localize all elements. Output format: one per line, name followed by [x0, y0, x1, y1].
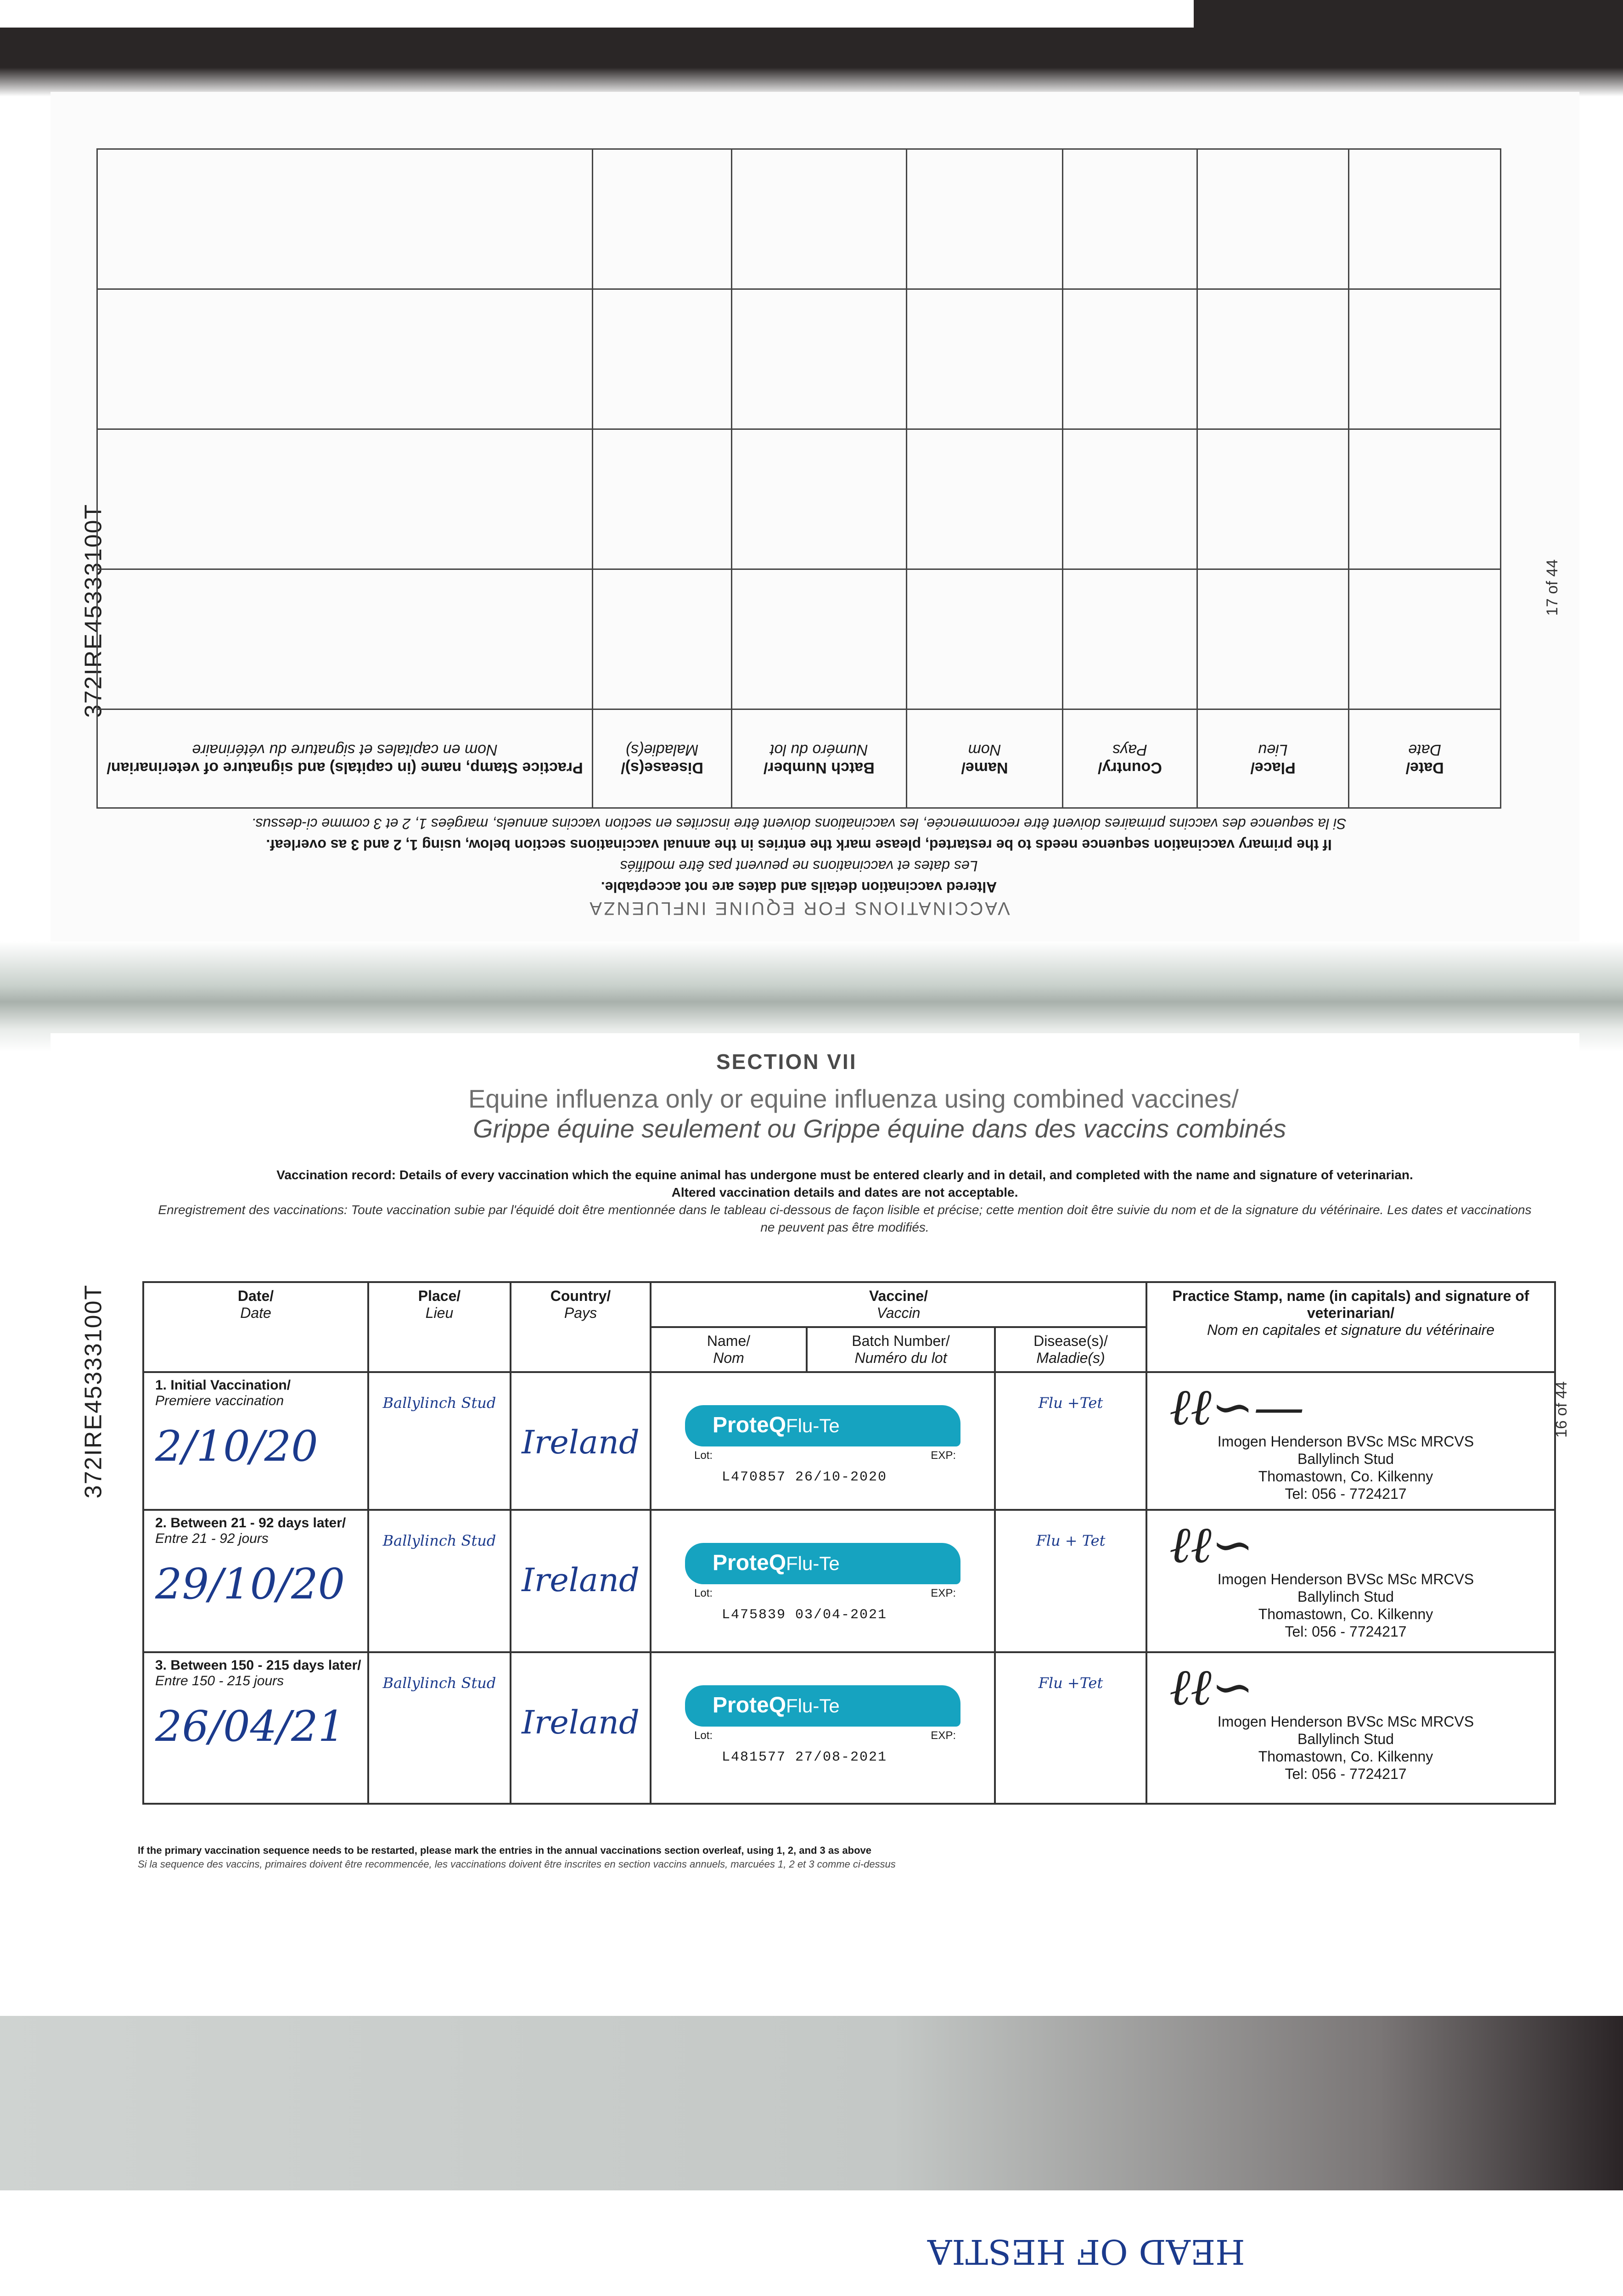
sticker-exp-label: EXP:: [931, 1449, 956, 1462]
sticker-exp-label: EXP:: [931, 1729, 956, 1742]
row-1-vet-stamp: [1146, 1372, 1555, 1510]
row-1-country-cell: [511, 1372, 651, 1510]
row-3-batch: L481577 27/08-2021: [722, 1750, 887, 1765]
vet-practice: Ballylinch Stud: [1297, 1588, 1394, 1605]
sticker-lot-label: Lot:: [694, 1587, 713, 1599]
upper-notes: [96, 813, 1501, 898]
row-1-batch: L470857 26/10-2020: [722, 1469, 887, 1485]
row-2-vaccine-sticker-cell: [651, 1510, 995, 1652]
row-2-date-cell: 2. Between 21 - 92 days later/ Entre 21 - 92 jours 29/10/20: [143, 1510, 368, 1652]
upper-empty-row: [97, 569, 1501, 709]
upper-empty-row: [97, 289, 1501, 429]
scan-edge-top: [0, 0, 1623, 96]
upper-page-content-rotated: [96, 92, 1501, 918]
vet-name: Imogen Henderson BVSc MSc MRCVS: [1217, 1571, 1474, 1587]
upper-note-1: Altered vaccination details and dates are not acceptable.: [601, 879, 997, 895]
vaccine-sticker: [685, 1405, 960, 1497]
upper-empty-vaccination-table: [96, 148, 1501, 809]
section-heading-en: Equine influenza only or equine influenza using combined vaccines/: [468, 1084, 1239, 1113]
header-place: Place/ Lieu: [368, 1282, 511, 1372]
vet-tel: Tel: 056 - 7724217: [1285, 1486, 1407, 1502]
upper-empty-row: [97, 429, 1501, 569]
vet-address: Thomastown, Co. Kilkenny: [1258, 1606, 1433, 1622]
row-3-place: Ballylinch Stud: [368, 1652, 511, 1804]
row-2-disease: Flu + Tet: [995, 1510, 1146, 1652]
row-3-vaccine-sticker-cell: [651, 1652, 995, 1804]
sticker-lot-label: Lot:: [694, 1729, 713, 1742]
row-2-place: Ballylinch Stud: [368, 1510, 511, 1652]
vet-tel: Tel: 056 - 7724217: [1285, 1766, 1407, 1782]
sticker-brand: ProteQ: [713, 1413, 786, 1437]
row-2-batch: L475839 03/04-2021: [722, 1607, 887, 1623]
vet-address: Thomastown, Co. Kilkenny: [1258, 1748, 1433, 1765]
vaccination-record-table: [142, 1281, 1556, 1805]
upper-header-disease: Disease(s)/ Maladie(s): [593, 709, 732, 808]
vet-practice: Ballylinch Stud: [1297, 1451, 1394, 1467]
header-disease: Disease(s)/ Maladie(s): [995, 1327, 1146, 1372]
serial-upper: 372IRE45333100T: [80, 503, 107, 718]
upper-header-place: Place/ Lieu: [1197, 709, 1349, 808]
scan-bottom-margin: [0, 2190, 1623, 2296]
intro-text: [152, 1166, 1538, 1236]
page-number-upper: 17 of 44: [1543, 559, 1561, 616]
sticker-product: Flu-Te: [786, 1415, 840, 1436]
row-1-disease: Flu +Tet: [995, 1372, 1146, 1510]
vet-signature: ℓℓ∽: [1169, 1658, 1254, 1716]
footnote-en: If the primary vaccination sequence needs to be restarted, please mark the entries in the annual vaccinations section overleaf, using 1, 2, and 3 as above: [138, 1845, 872, 1856]
row-2-country-cell: [511, 1510, 651, 1652]
upper-header-country: Country/ Pays: [1063, 709, 1197, 808]
vet-tel: Tel: 056 - 7724217: [1285, 1623, 1407, 1640]
vaccination-row-1: [143, 1372, 1555, 1510]
row-1-date: 2/10/20: [155, 1422, 318, 1471]
row-1-place: Ballylinch Stud: [368, 1372, 511, 1510]
upper-header-stamp: Practice Stamp, name (in capitals) and signature of veterinarian/ Nom en capitales et signature du vétérinaire: [97, 709, 593, 808]
page-number-lower: 16 of 44: [1552, 1381, 1570, 1438]
sticker-brand: ProteQ: [713, 1693, 786, 1717]
vet-address: Thomastown, Co. Kilkenny: [1258, 1468, 1433, 1485]
row-3-disease: Flu +Tet: [995, 1652, 1146, 1804]
header-country: Country/ Pays: [511, 1282, 651, 1372]
vaccine-sticker: [685, 1685, 960, 1777]
upper-header-batch: Batch Number/ Numéro du lot: [731, 709, 906, 808]
row-1-vaccine-sticker-cell: [651, 1372, 995, 1510]
vaccine-sticker: [685, 1543, 960, 1635]
upper-section-banner: VACCINATIONS FOR EQUINE INFLUENZA: [588, 898, 1010, 918]
row-2-country: Ireland: [522, 1561, 640, 1599]
sticker-lot-label: Lot:: [694, 1449, 713, 1462]
upper-note-4: Si la sequence des vaccins primaires doivent être recommencée, les vaccinations doivent être inscrites en section vaccins annuels, margées 1, 2 et 3 comme ci-dessus.: [251, 816, 1347, 832]
scan-bottom-shadow: [0, 2016, 1623, 2190]
header-stamp: Practice Stamp, name (in capitals) and signature of veterinarian/ Nom en capitales et signature du vétérinaire: [1146, 1282, 1555, 1372]
row-2-date: 29/10/20: [155, 1559, 345, 1609]
row-2-vet-stamp: [1146, 1510, 1555, 1652]
header-batch: Batch Number/ Numéro du lot: [807, 1327, 995, 1372]
bottom-handwriting: HEAD OF HESTIA: [927, 2232, 1245, 2271]
intro-en: Vaccination record: Details of every vaccination which the equine animal has undergone must be entered clearly and in detail, and completed with the name and signature of veterinarian.: [276, 1168, 1413, 1182]
upper-header-vaccine-name: Name/ Nom: [906, 709, 1063, 808]
row-1-date-cell: 1. Initial Vaccination/ Premiere vaccination 2/10/20: [143, 1372, 368, 1510]
upper-note-3: If the primary vaccination sequence needs to be restarted, please mark the entries in the annual vaccinations section below, using 1, 2 and 3 as overleaf.: [266, 837, 1332, 853]
row-3-country: Ireland: [522, 1704, 640, 1741]
section-title: SECTION VII: [716, 1050, 857, 1074]
sticker-product: Flu-Te: [786, 1553, 840, 1574]
vaccination-row-2: [143, 1510, 1555, 1652]
vet-practice: Ballylinch Stud: [1297, 1731, 1394, 1747]
vaccination-row-3: [143, 1652, 1555, 1804]
sticker-exp-label: EXP:: [931, 1587, 956, 1599]
row-3-date: 26/04/21: [155, 1702, 345, 1751]
vet-signature: ℓℓ∽: [1169, 1515, 1254, 1574]
sticker-product: Flu-Te: [786, 1695, 840, 1716]
header-vaccine-name: Name/ Nom: [651, 1327, 807, 1372]
row-3-vet-stamp: [1146, 1652, 1555, 1804]
vet-name: Imogen Henderson BVSc MSc MRCVS: [1217, 1713, 1474, 1730]
vet-signature: ℓℓ∽—: [1169, 1378, 1304, 1436]
sticker-brand: ProteQ: [713, 1551, 786, 1575]
upper-note-2: Les dates et vaccinations ne peuvent pas être modifiés: [620, 858, 978, 874]
header-date: Date/ Date: [143, 1282, 368, 1372]
intro-fr: Enregistrement des vaccinations: Toute vaccination subie par l'équidé doit être mentionnée dans le tableau ci-dessous de façon lisible et précise; cette mention doit être suivie du nom et de la signature du vétérinaire. Les dates et vaccinations ne peuvent pas être modifiés.: [158, 1203, 1532, 1234]
row-1-country: Ireland: [522, 1424, 640, 1461]
serial-lower: 372IRE45333100T: [80, 1284, 107, 1499]
footnote: [138, 1844, 896, 1871]
header-vaccine: Vaccine/ Vaccin: [651, 1282, 1146, 1327]
upper-header-date: Date/ Date: [1349, 709, 1501, 808]
vet-name: Imogen Henderson BVSc MSc MRCVS: [1217, 1433, 1474, 1450]
upper-empty-row: [97, 149, 1501, 289]
intro-en-2: Altered vaccination details and dates are not acceptable.: [671, 1185, 1018, 1199]
footnote-fr: Si la sequence des vaccins, primaires doivent être recommencée, les vaccinations doivent être inscrites en section vaccins annuels, marcuées 1, 2 et 3 comme ci-dessus: [138, 1858, 896, 1870]
row-3-date-cell: 3. Between 150 - 215 days later/ Entre 150 - 215 jours 26/04/21: [143, 1652, 368, 1804]
row-3-country-cell: [511, 1652, 651, 1804]
section-heading-fr: Grippe équine seulement ou Grippe équine dans des vaccins combinés: [473, 1114, 1286, 1143]
